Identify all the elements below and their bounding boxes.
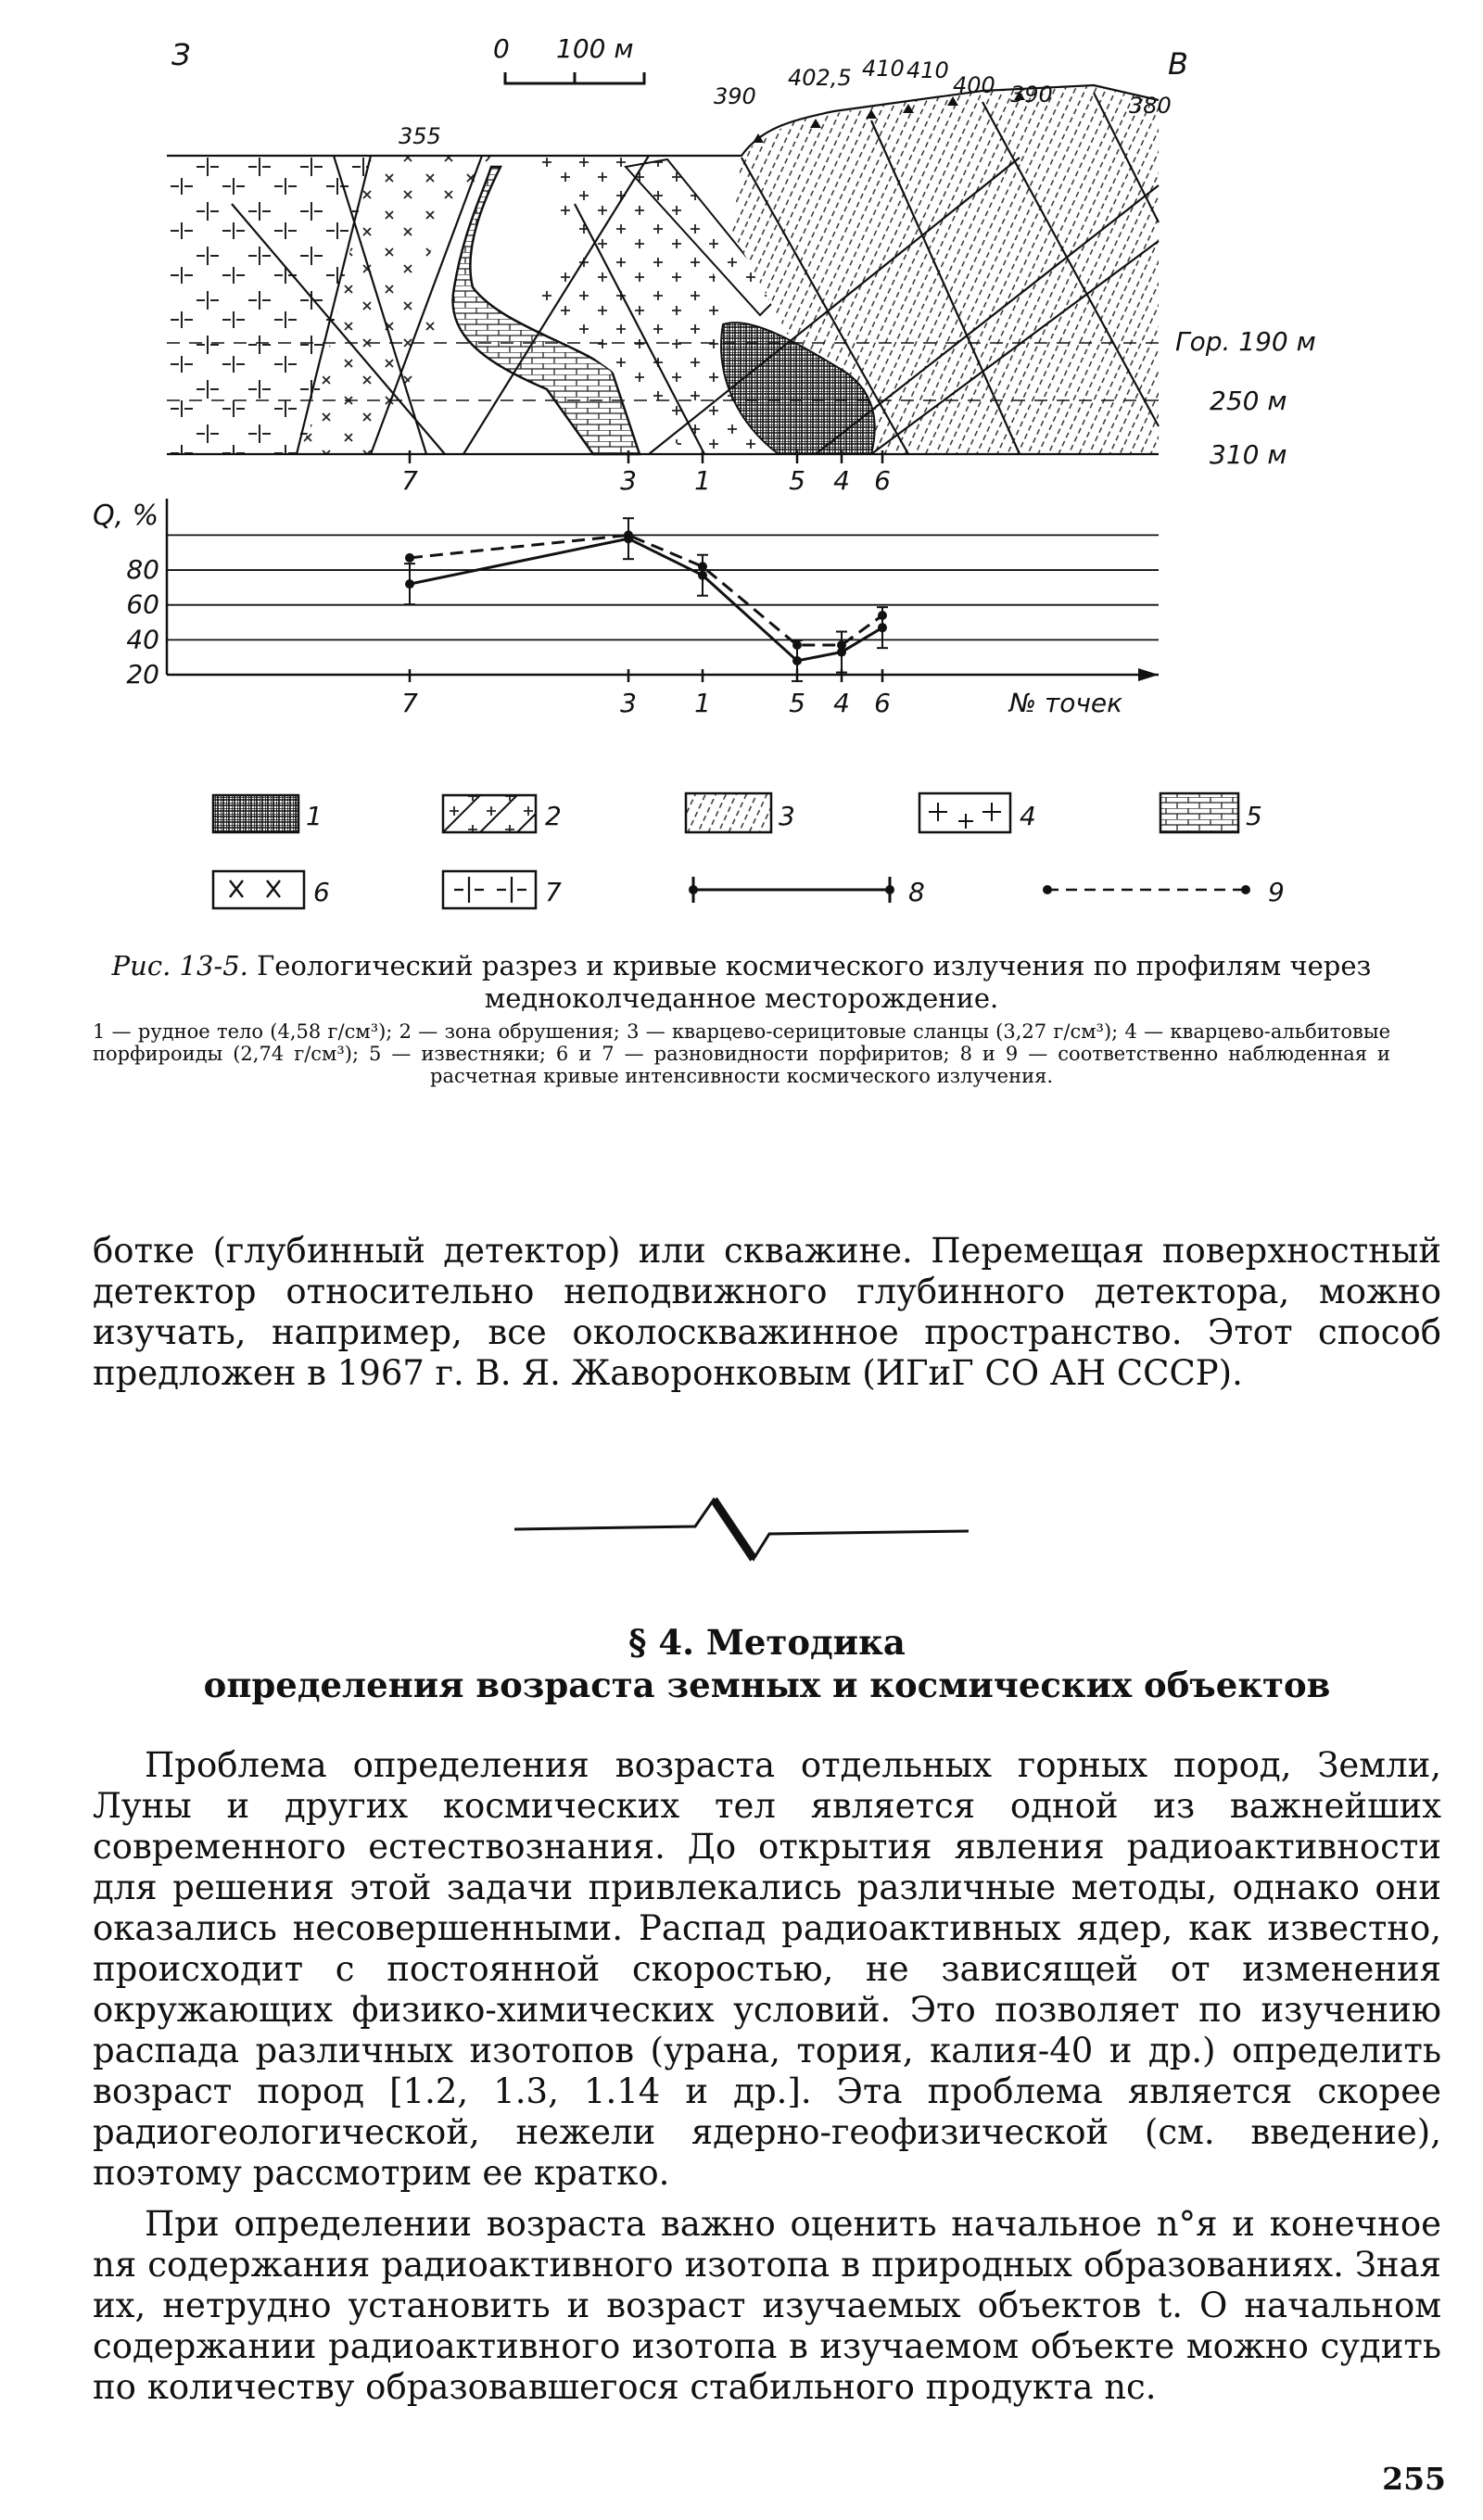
geological-section	[167, 85, 1168, 463]
data-point	[405, 579, 414, 589]
caption-label: Рис. 13-5.	[111, 950, 248, 981]
legend-item	[1160, 793, 1262, 832]
legend-number: 1	[306, 801, 323, 831]
scale-bar	[493, 33, 644, 83]
data-point	[792, 656, 802, 665]
y-tick-label: 40	[126, 624, 159, 655]
data-point	[792, 640, 802, 650]
radiation-chart	[93, 499, 1159, 718]
legend-item	[213, 871, 330, 908]
horizon-label: Гор. 190 м	[1175, 326, 1316, 357]
legend-number: 8	[908, 877, 925, 907]
y-tick-label: 60	[126, 589, 159, 620]
compass-east-label: В	[1168, 46, 1188, 82]
x-tick-label: 5	[789, 688, 805, 718]
legend-item	[443, 795, 562, 832]
x-tick-label: 1	[694, 688, 711, 718]
legend-number: 3	[779, 801, 795, 831]
x-axis-arrow	[1138, 668, 1159, 681]
scale-zero: 0	[493, 33, 510, 64]
legend-item	[443, 871, 562, 908]
elevation-label: 380	[1129, 93, 1172, 119]
elevation-label: 355	[399, 123, 441, 149]
x-tick-label: 4	[833, 688, 850, 718]
legend-number: 7	[545, 877, 562, 907]
y-axis-label: Q, %	[93, 500, 159, 532]
elevation-label: 390	[714, 83, 756, 109]
section-point-label: 3	[620, 465, 637, 496]
paragraph: При определении возраста важно оценить начальное n°я и конечное nя содержания радиоактивного изотопа в природных образованиях. Зная их, нетрудно установить и возраст изучаемых объектов t. О начальном содержании радиоактивного изотопа в изучаемом объекте можно судить по количеству образовавшегося стабильного продукта nс.	[93, 2204, 1441, 2408]
elevation-label: 402,5	[788, 65, 852, 91]
section-title-line2: определения возраста земных и космических объектов	[203, 1665, 1331, 1705]
x-tick-label: 7	[401, 688, 418, 718]
geological-figure	[93, 19, 1409, 945]
calculated-curve	[410, 535, 882, 645]
x-axis-label: № точек	[1008, 688, 1123, 718]
y-tick-label: 20	[126, 659, 159, 690]
legend-number: 2	[545, 801, 562, 831]
data-point	[837, 640, 846, 650]
x-tick-label: 6	[874, 688, 891, 718]
page-number: 255	[1382, 2461, 1446, 2497]
observed-curve	[410, 538, 882, 661]
elevation-label: 400	[953, 72, 995, 98]
data-point	[878, 611, 887, 620]
data-point	[405, 553, 414, 563]
legend-item	[213, 795, 323, 832]
data-point	[698, 571, 707, 580]
x-tick-label: 3	[620, 688, 637, 718]
legend-number: 9	[1268, 877, 1285, 907]
section-point-label: 7	[401, 465, 418, 496]
legend-item	[686, 793, 795, 832]
figure-caption	[93, 950, 1390, 1087]
figure-legend	[213, 793, 1285, 908]
data-point	[878, 623, 887, 632]
elevation-label: 390	[1010, 82, 1053, 108]
compass-west-label: З	[171, 37, 191, 72]
paragraph: Проблема определения возраста отдельных горных пород, Земли, Луны и других космических тел является одной из важнейших современного естествознания. До открытия явления радиоактивности для решения этой задачи привлекались различные методы, однако они оказались несовершенными. Распад радиоактивных ядер, как известно, происходит с постоянной скоростью, не зависящей от изменения окружающих физико-химических условий. Это позволяет по изучению распада различных изотопов (урана, тория, калия-40 и др.) определить возраст пород [1.2, 1.3, 1.14 и др.]. Эта проблема является скорее радиогеологической, нежели ядерно-геофизической (см. введение), поэтому рассмотрим ее кратко.	[93, 1745, 1441, 2194]
caption-title: Геологический разрез и кривые космического излучения по профилям через медноколчеданное месторождение.	[257, 950, 1372, 1014]
legend-number: 6	[313, 877, 330, 907]
section-point-label: 4	[833, 465, 850, 496]
y-tick-label: 80	[126, 554, 159, 586]
section-title-line1: § 4. Методика	[628, 1622, 906, 1663]
data-point	[698, 562, 707, 571]
scale-label: 100 м	[556, 33, 634, 64]
horizon-label: 310 м	[1210, 439, 1287, 470]
legend-item	[1043, 877, 1285, 907]
legend-item	[689, 877, 925, 907]
legend-number: 4	[1020, 801, 1036, 831]
section-point-label: 5	[789, 465, 805, 496]
legend-item	[919, 793, 1036, 832]
section-divider	[514, 1483, 969, 1566]
section-point-label: 1	[694, 465, 711, 496]
data-point	[624, 530, 633, 539]
section-point-label: 6	[874, 465, 891, 496]
paragraph: ботке (глубинный детектор) или скважине. Перемещая поверхностный детектор относительно неподвижного глубинного детектора, можно изучать, например, все околоскважинное пространство. Этот способ предложен в 1967 г. В. Я. Жаворонковым (ИГиГ СО АН СССР).	[93, 1231, 1441, 1394]
horizon-label: 250 м	[1210, 386, 1287, 416]
elevation-label: 410	[862, 56, 905, 82]
caption-legend: 1 — рудное тело (4,58 г/см³); 2 — зона обрушения; 3 — кварцево-серицитовые сланцы (3,27 г/см³); 4 — кварцево-альбитовые порфироиды (2,74 г/см³); 5 — известняки; 6 и 7 — разновидности порфиритов; 8 и 9 — соответственно наблюденная и расчетная кривые интенсивности космического излучения.	[93, 1019, 1390, 1087]
elevation-label: 410	[906, 57, 949, 83]
legend-number: 5	[1246, 801, 1262, 831]
